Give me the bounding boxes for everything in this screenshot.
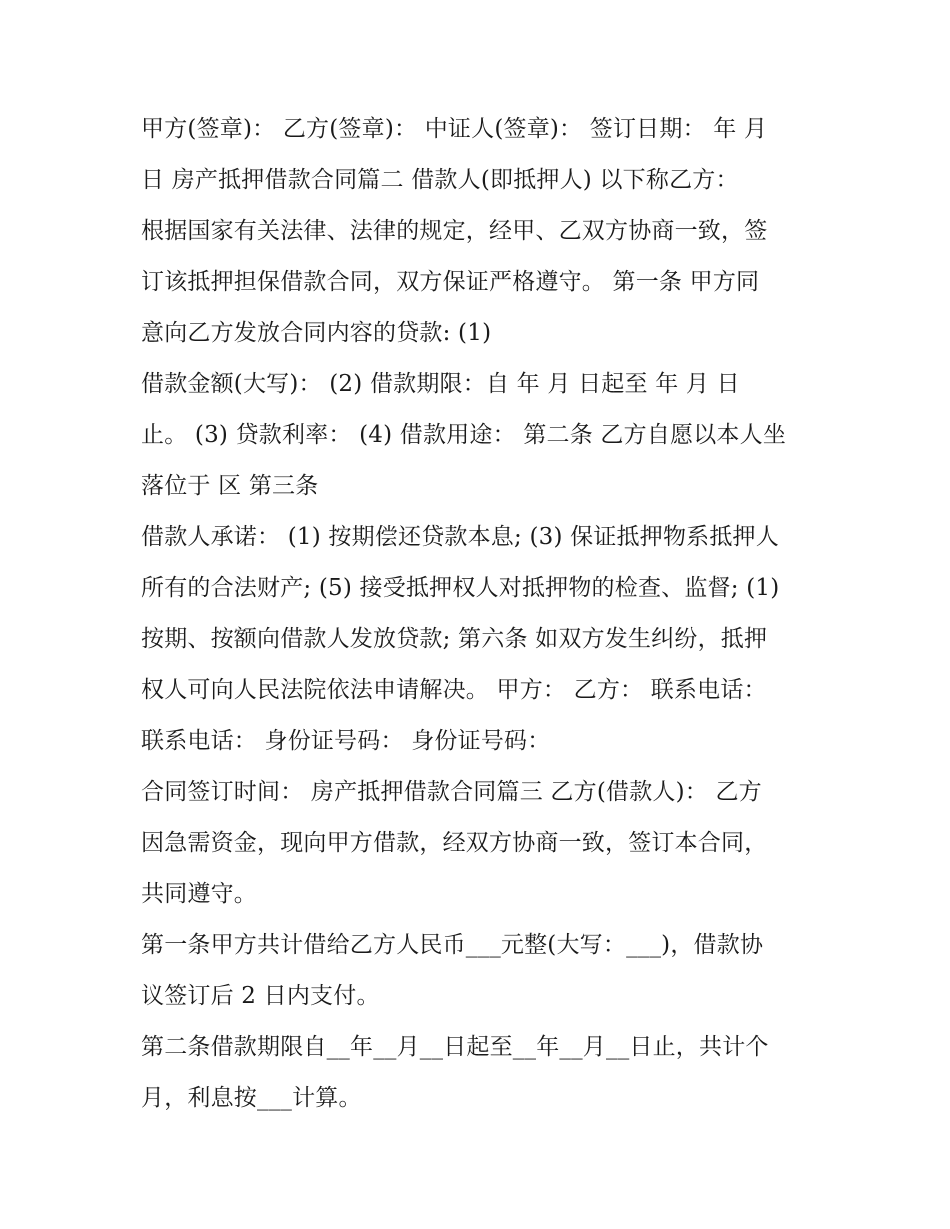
text-line: 甲方(签章)： 乙方(签章)： 中证人(签章)： 签订日期： 年 月: [141, 116, 768, 142]
text-line: 按期、按额向借款人发放贷款; 第六条 如双方发生纠纷，抵押: [141, 626, 768, 652]
text-line: 第二条借款期限自__年__月__日起至__年__月__日止，共计个: [141, 1034, 769, 1060]
text-line: 议签订后 2 日内支付。: [141, 983, 380, 1009]
text-line: 月，利息按___计算。: [141, 1085, 362, 1111]
text-line: 因急需资金，现向甲方借款，经双方协商一致，签订本合同，: [141, 830, 768, 856]
text-line: 借款金额(大写)： (2) 借款期限：自 年 月 日起至 年 月 日: [141, 371, 740, 397]
text-line: 共同遵守。: [141, 881, 257, 907]
text-line: 第一条甲方共计借给乙方人民币___元整(大写：___)，借款协: [141, 932, 764, 958]
text-line: 意向乙方发放合同内容的贷款: (1): [141, 320, 492, 346]
text-line: 根据国家有关法律、法律的规定，经甲、乙双方协商一致，签: [141, 218, 768, 244]
text-line: 借款人承诺： (1) 按期偿还贷款本息; (3) 保证抵押物系抵押人: [141, 524, 779, 550]
text-line: 所有的合法财产; (5) 接受抵押权人对抵押物的检查、监督; (1): [141, 575, 780, 601]
text-line: 日 房产抵押借款合同篇二 借款人(即抵押人) 以下称乙方：: [141, 167, 739, 193]
text-line: 权人可向人民法院依法申请解决。 甲方： 乙方： 联系电话：: [141, 677, 767, 703]
text-line: 联系电话： 身份证号码： 身份证号码：: [141, 728, 551, 754]
text-line: 落位于 区 第三条: [141, 473, 319, 499]
text-line: 止。 (3) 贷款利率： (4) 借款用途： 第二条 乙方自愿以本人坐: [141, 422, 787, 448]
text-line: 合同签订时间： 房产抵押借款合同篇三 乙方(借款人)： 乙方: [141, 779, 762, 805]
text-line: 订该抵押担保借款合同，双方保证严格遵守。 第一条 甲方同: [141, 269, 760, 295]
